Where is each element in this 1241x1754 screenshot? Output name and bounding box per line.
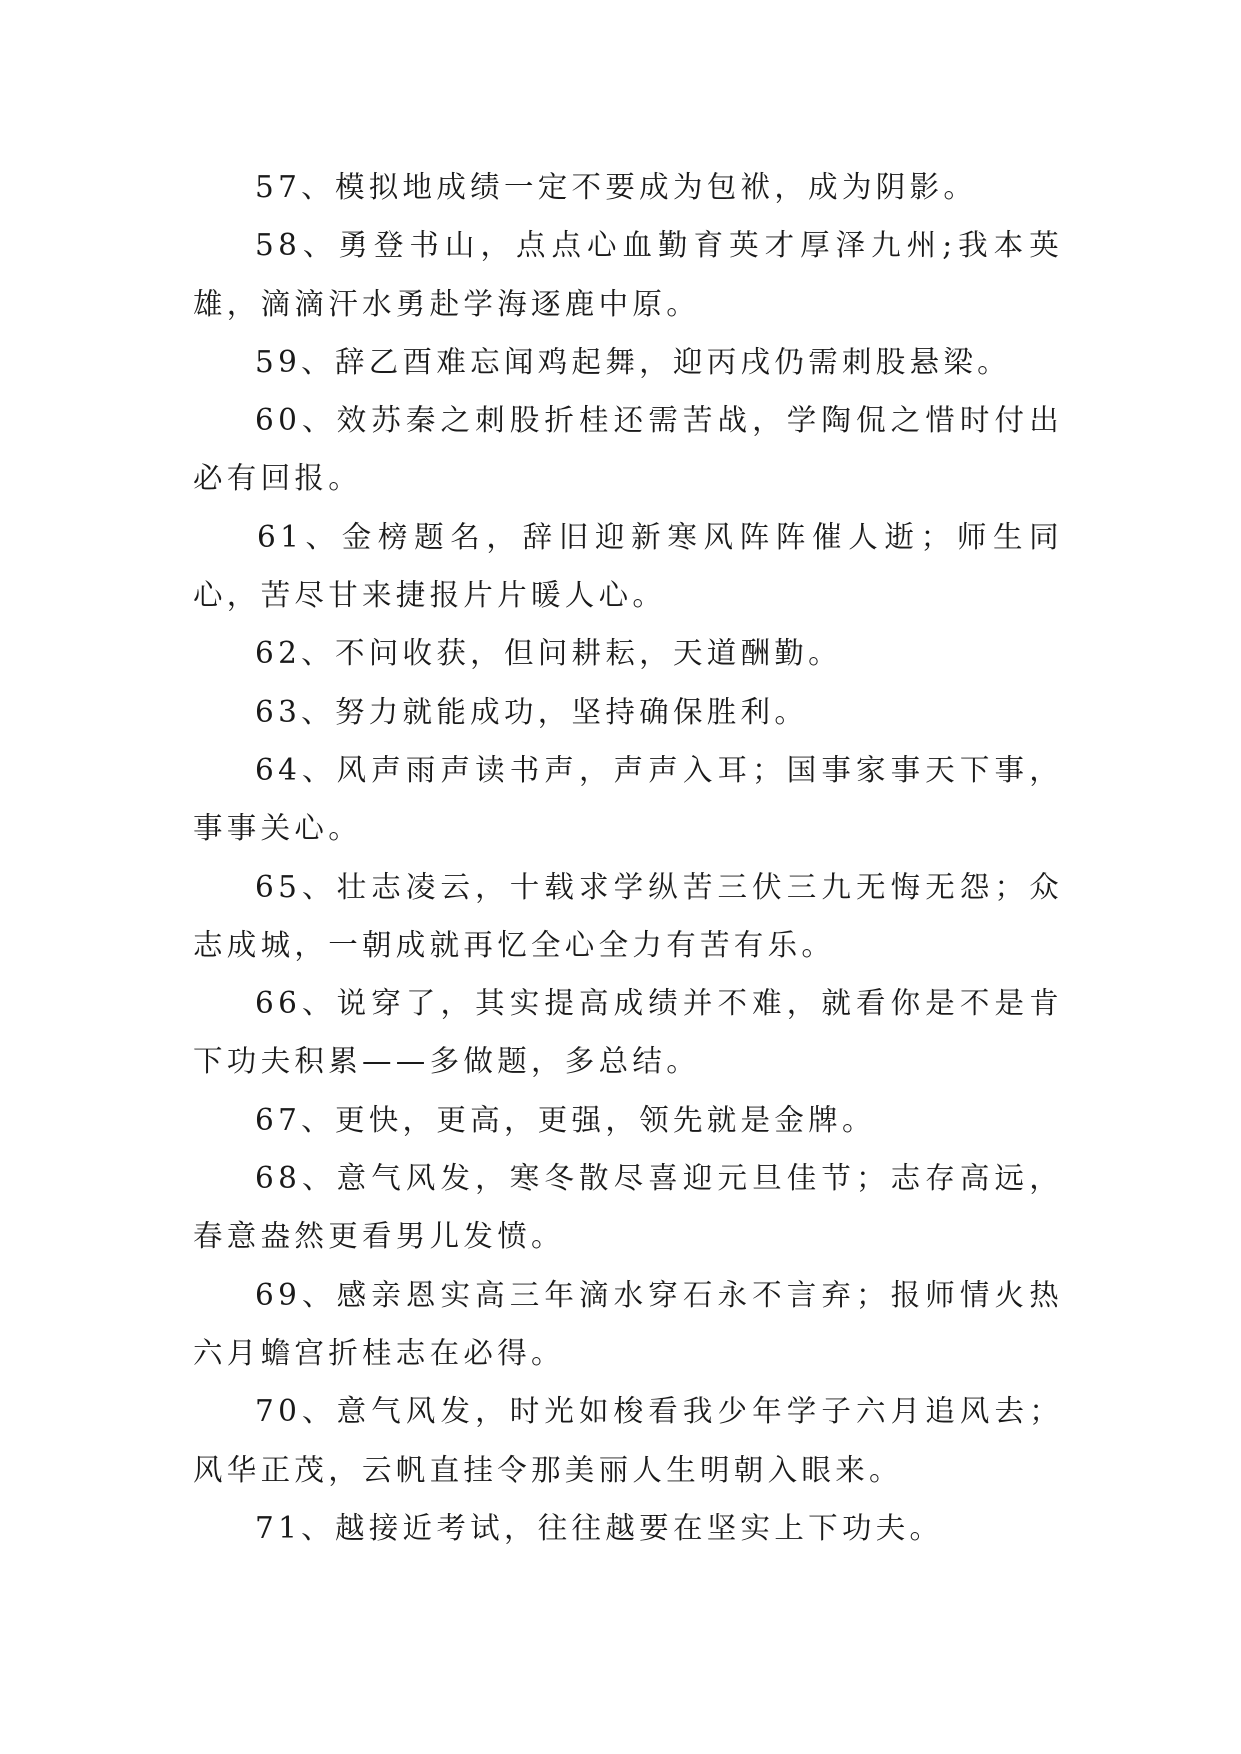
paragraph-60: 60、效苏秦之刺股折桂还需苦战，学陶侃之惜时付出必有回报。 [193,403,1063,496]
paragraph-71: 71、越接近考试，往往越要在坚实上下功夫。 [255,1510,944,1545]
paragraph-68: 68、意气风发，寒冬散尽喜迎元旦佳节；志存高远，春意盎然更看男儿发愤。 [193,1161,1063,1254]
paragraph-66: 66、说穿了，其实提高成绩并不难，就看你是不是肯下功夫积累——多做题，多总结。 [193,986,1063,1079]
paragraph-69: 69、感亲恩实高三年滴水穿石永不言弃；报师情火热六月蟾宫折桂志在必得。 [193,1277,1063,1370]
paragraph-63: 63、努力就能成功，坚持确保胜利。 [255,694,809,729]
paragraph-64: 64、风声雨声读书声，声声入耳；国事家事天下事，事事关心。 [193,752,1063,846]
paragraph-62: 62、不问收获，但问耕耘，天道酬勤。 [255,636,842,671]
paragraph-59: 59、辞乙酉难忘闻鸡起舞，迎丙戌仍需刺股悬梁。 [255,344,1011,379]
paragraph-67: 67、更快，更高，更强，领先就是金牌。 [255,1102,876,1137]
paragraph-65: 65、壮志凌云，十载求学纵苦三伏三九无悔无怨；众志成城，一朝成就再忆全心全力有苦有乐。 [193,869,1063,962]
document-body [193,158,1063,1557]
paragraph-61: 61、金榜题名，辞旧迎新寒风阵阵催人逝；师生同心，苦尽甘来捷报片片暖人心。 [193,519,1063,613]
paragraph-70: 70、意气风发，时光如梭看我少年学子六月追风去；风华正茂，云帆直挂令那美丽人生明朝入眼来。 [193,1394,1063,1487]
paragraph-57: 57、模拟地成绩一定不要成为包袱，成为阴影。 [255,170,978,204]
paragraph-58: 58、勇登书山，点点心血勤育英才厚泽九州;我本英雄，滴滴汗水勇赴学海逐鹿中原。 [193,228,1063,321]
